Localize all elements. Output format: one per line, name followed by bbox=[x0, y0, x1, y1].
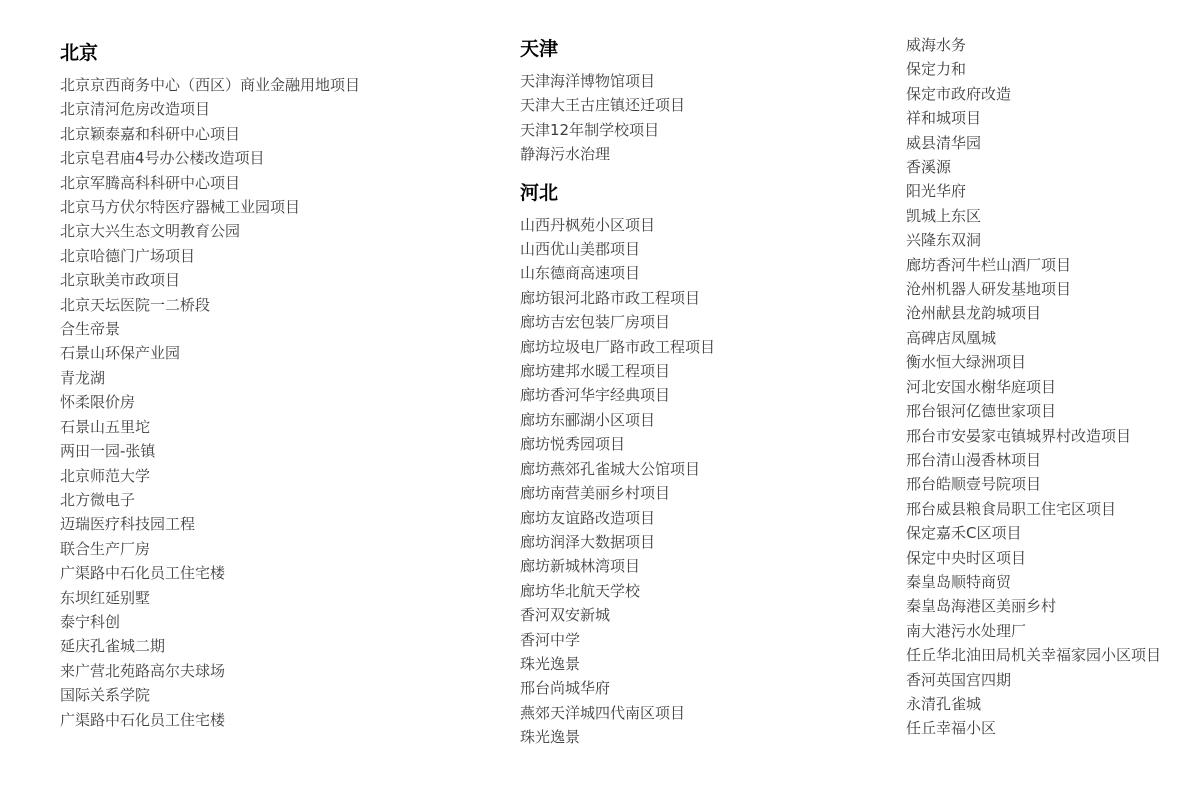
project-item: 任丘幸福小区 bbox=[906, 719, 997, 738]
project-item: 珠光逸景 bbox=[520, 728, 581, 747]
project-item: 邢台清山漫香林项目 bbox=[906, 450, 1042, 469]
project-item: 国际关系学院 bbox=[60, 686, 151, 705]
project-item: 两田一园-张镇 bbox=[60, 442, 156, 461]
project-item: 保定中央时区项目 bbox=[906, 548, 1027, 567]
project-item: 河北安国水榭华庭项目 bbox=[906, 377, 1057, 396]
project-item: 邢台尚城华府 bbox=[520, 679, 611, 698]
project-item: 威海水务 bbox=[906, 36, 967, 54]
project-item: 北京京西商务中心（西区）商业金融用地项目 bbox=[60, 76, 361, 94]
project-item: 廊坊南营美丽乡村项目 bbox=[520, 484, 671, 503]
project-item: 北京马方伏尔特医疗器械工业园项目 bbox=[60, 198, 301, 217]
column-3 bbox=[906, 33, 1196, 741]
project-item: 天津12年制学校项目 bbox=[520, 120, 660, 139]
project-item: 威县清华园 bbox=[906, 133, 982, 152]
project-item: 天津大王古庄镇还迁项目 bbox=[520, 96, 686, 115]
project-item: 香河中学 bbox=[520, 630, 581, 649]
project-item: 廊坊银河北路市政工程项目 bbox=[520, 288, 701, 307]
project-item: 北京颖泰嘉和科研中心项目 bbox=[60, 124, 241, 143]
project-item: 廊坊香河华宇经典项目 bbox=[520, 386, 671, 405]
project-item: 北京师范大学 bbox=[60, 466, 151, 485]
section-heading-tianjin: 天津 bbox=[520, 38, 559, 60]
project-item: 燕郊天洋城四代南区项目 bbox=[520, 703, 686, 722]
project-item: 阳光华府 bbox=[906, 182, 967, 201]
project-item: 北京清河危房改造项目 bbox=[60, 100, 211, 119]
project-item: 怀柔限价房 bbox=[60, 393, 136, 412]
project-item: 静海污水治理 bbox=[520, 145, 611, 164]
project-item: 南大港污水处理厂 bbox=[906, 621, 1027, 640]
project-item: 任丘华北油田局机关幸福家园小区项目 bbox=[906, 646, 1162, 665]
project-item: 广渠路中石化员工住宅楼 bbox=[60, 710, 226, 729]
project-item: 北方微电子 bbox=[60, 490, 136, 509]
project-item: 香河双安新城 bbox=[520, 606, 611, 625]
project-item: 香河英国宫四期 bbox=[906, 670, 1012, 689]
project-item: 高碑店凤凰城 bbox=[906, 328, 997, 347]
project-item: 廊坊华北航天学校 bbox=[520, 581, 641, 600]
project-item: 山西丹枫苑小区项目 bbox=[520, 215, 656, 234]
project-item: 廊坊新城林湾项目 bbox=[520, 557, 641, 576]
column-1 bbox=[60, 40, 490, 732]
project-item: 凯城上东区 bbox=[906, 206, 982, 225]
project-item: 珠光逸景 bbox=[520, 654, 581, 673]
project-item: 保定力和 bbox=[906, 60, 967, 79]
project-item: 迈瑞医疗科技园工程 bbox=[60, 515, 196, 534]
project-item: 联合生产厂房 bbox=[60, 539, 151, 558]
project-item: 廊坊友谊路改造项目 bbox=[520, 508, 656, 527]
project-item: 保定嘉禾C区项目 bbox=[906, 524, 1022, 543]
project-item: 沧州机器人研发基地项目 bbox=[906, 280, 1072, 299]
project-item: 东坝红延别墅 bbox=[60, 588, 151, 607]
project-item: 廊坊燕郊孔雀城大公馆项目 bbox=[520, 459, 701, 478]
project-item: 山东德商高速项目 bbox=[520, 264, 641, 283]
project-item: 石景山环保产业园 bbox=[60, 344, 181, 363]
project-item: 廊坊建邦水暖工程项目 bbox=[520, 362, 671, 381]
project-item: 北京天坛医院一二桥段 bbox=[60, 295, 211, 314]
project-item: 沧州献县龙韵城项目 bbox=[906, 304, 1042, 323]
section-heading-beijing: 北京 bbox=[60, 42, 99, 64]
section-heading-hebei: 河北 bbox=[520, 181, 559, 204]
project-item: 衡水恒大绿洲项目 bbox=[906, 353, 1027, 372]
project-item: 北京军腾高科科研中心项目 bbox=[60, 173, 241, 192]
project-item: 廊坊吉宏包装厂房项目 bbox=[520, 313, 671, 332]
project-item: 兴隆东双洞 bbox=[906, 231, 982, 250]
project-item: 山西优山美郡项目 bbox=[520, 240, 641, 259]
project-item: 北京耿美市政项目 bbox=[60, 271, 181, 290]
project-item: 来广营北苑路高尔夫球场 bbox=[60, 661, 226, 680]
project-item: 天津海洋博物馆项目 bbox=[520, 72, 656, 90]
project-item: 廊坊东郦湖小区项目 bbox=[520, 410, 656, 429]
project-item: 合生帝景 bbox=[60, 320, 121, 339]
project-item: 秦皇岛海港区美丽乡村 bbox=[906, 597, 1057, 616]
project-item: 祥和城项目 bbox=[906, 109, 982, 128]
project-item: 廊坊润泽大数据项目 bbox=[520, 532, 656, 551]
project-item: 邢台银河亿德世家项目 bbox=[906, 402, 1057, 421]
project-item: 石景山五里坨 bbox=[60, 417, 151, 436]
project-item: 永清孔雀城 bbox=[906, 694, 982, 713]
project-item: 廊坊悦秀园项目 bbox=[520, 435, 626, 454]
project-item: 延庆孔雀城二期 bbox=[60, 637, 166, 656]
project-item: 廊坊香河牛栏山酒厂项目 bbox=[906, 255, 1072, 274]
project-item: 廊坊垃圾电厂路市政工程项目 bbox=[520, 337, 716, 356]
project-item: 邢台威县粮食局职工住宅区项目 bbox=[906, 499, 1117, 518]
project-item: 邢台皓顺壹号院项目 bbox=[906, 475, 1042, 494]
project-item: 北京哈德门广场项目 bbox=[60, 246, 196, 265]
project-item: 邢台市安晏家屯镇城界村改造项目 bbox=[906, 426, 1132, 445]
project-item: 香溪源 bbox=[906, 158, 952, 177]
project-item: 北京皂君庙4号办公楼改造项目 bbox=[60, 149, 265, 168]
project-item: 秦皇岛顺特商贸 bbox=[906, 572, 1012, 591]
project-item: 广渠路中石化员工住宅楼 bbox=[60, 564, 226, 583]
project-item: 泰宁科创 bbox=[60, 612, 121, 631]
project-item: 青龙湖 bbox=[60, 368, 106, 387]
column-2 bbox=[520, 36, 900, 750]
project-item: 保定市政府改造 bbox=[906, 84, 1012, 103]
project-item: 北京大兴生态文明教育公园 bbox=[60, 222, 241, 241]
